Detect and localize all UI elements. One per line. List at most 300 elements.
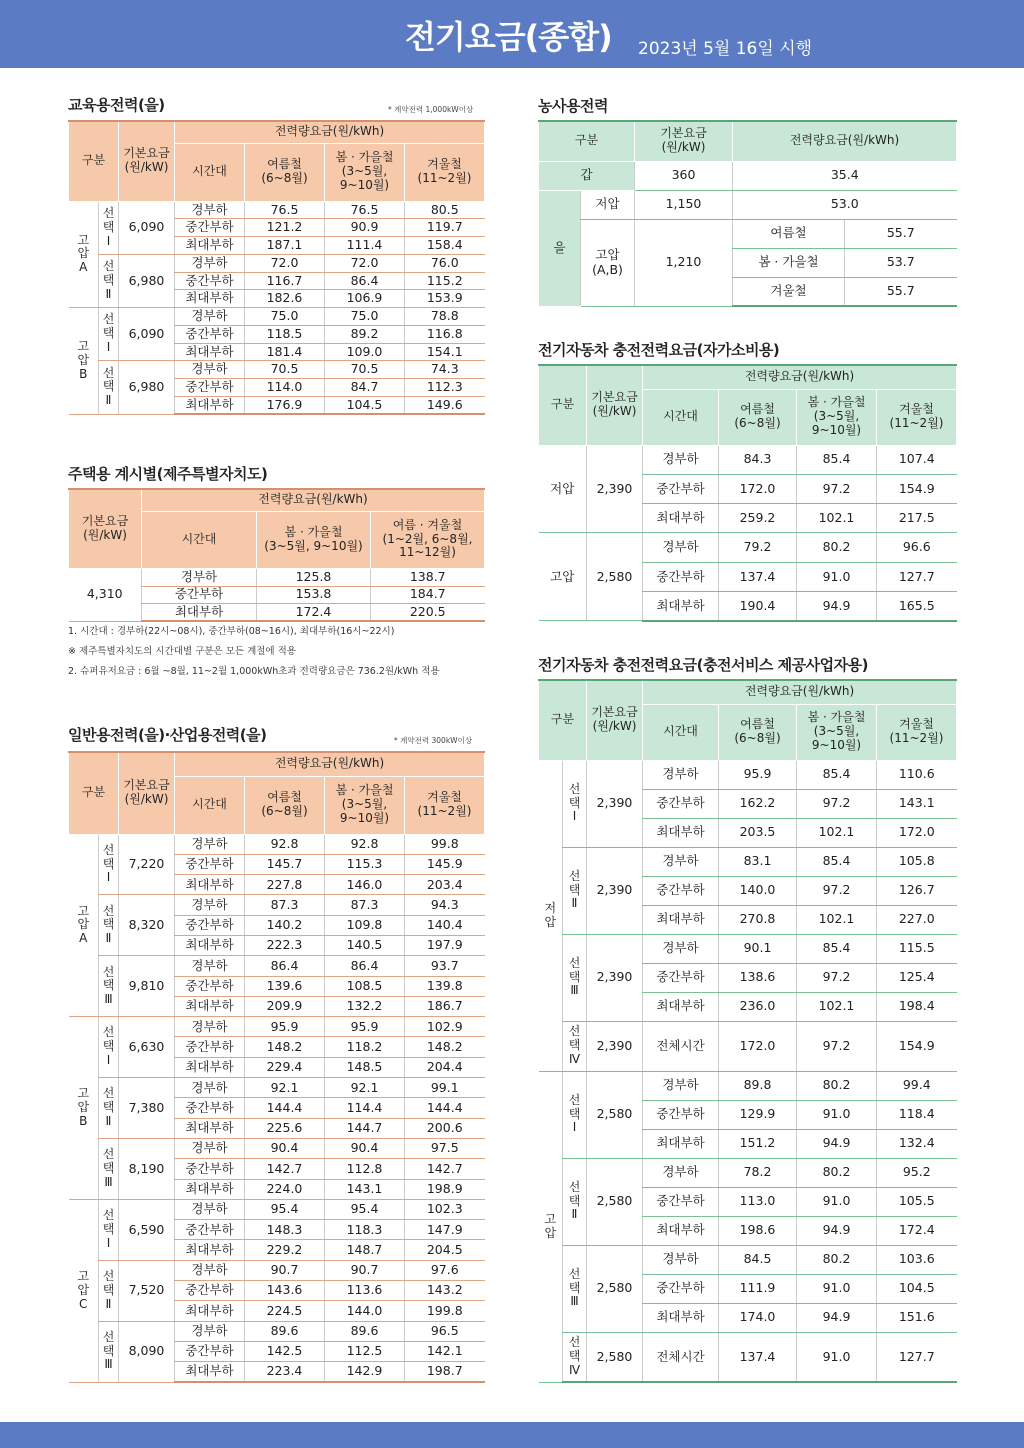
housing-title: 주택용 계시별(제주특별자치도) — [68, 465, 268, 483]
time-cell: 최대부하 — [643, 1129, 719, 1158]
value-cell: 148.7 — [325, 1240, 405, 1260]
base-fee-header — [635, 121, 733, 161]
table-row — [69, 752, 485, 776]
label-line: 선택Ⅳ — [568, 1335, 581, 1377]
time-cell: 중간부하 — [175, 915, 245, 935]
value-cell: 75.0 — [245, 308, 325, 326]
label-line: 겨울철 — [899, 717, 934, 732]
value-cell: 80.2 — [797, 533, 877, 562]
time-cell: 최대부하 — [175, 1240, 245, 1260]
table-row — [539, 1158, 957, 1187]
table-row — [539, 1021, 957, 1071]
base-fee-cell: 6,630 — [119, 1017, 175, 1078]
time-cell: 경부하 — [175, 1199, 245, 1219]
label-line: 선택Ⅲ — [102, 1147, 115, 1189]
value-cell: 95.4 — [245, 1199, 325, 1219]
base-fee-cell: 8,320 — [119, 895, 175, 956]
label-line: (3~5월, — [341, 164, 388, 179]
time-cell: 최대부하 — [643, 1303, 719, 1332]
table-row — [539, 365, 957, 389]
winter-header — [405, 143, 485, 201]
label-line: 선택Ⅲ — [102, 1329, 115, 1372]
label-line: 선택Ⅰ — [102, 1208, 115, 1250]
energy-fee-header: 전력량요금(원/kWh) — [175, 121, 485, 143]
voltage-label: 저압 — [539, 445, 587, 533]
value-cell: 95.9 — [325, 1017, 405, 1037]
value-cell: 148.2 — [405, 1037, 485, 1057]
value-cell: 55.7 — [845, 277, 957, 306]
value-cell: 225.6 — [245, 1118, 325, 1138]
gap-label: 갑 — [539, 161, 635, 190]
time-cell: 최대부하 — [175, 343, 245, 361]
value-cell: 53.7 — [845, 248, 957, 277]
base-fee-cell: 1,150 — [635, 190, 733, 219]
value-cell: 197.9 — [405, 935, 485, 955]
base-fee-cell: 2,580 — [587, 533, 643, 621]
time-cell: 중간부하 — [175, 1341, 245, 1361]
summer-header — [719, 389, 797, 445]
value-cell: 174.0 — [719, 1303, 797, 1332]
value-cell: 89.6 — [325, 1321, 405, 1341]
value-cell: 181.4 — [245, 343, 325, 361]
value-cell: 90.4 — [245, 1138, 325, 1158]
label-line: 9~10월) — [811, 422, 862, 437]
time-cell: 최대부하 — [175, 237, 245, 255]
value-cell: 91.0 — [797, 562, 877, 591]
option-label — [99, 1017, 119, 1078]
value-cell: 80.2 — [797, 1158, 877, 1187]
value-cell: 108.5 — [325, 976, 405, 996]
time-cell: 중간부하 — [175, 1220, 245, 1240]
value-cell: 143.1 — [877, 789, 957, 818]
label-line: 고압A — [77, 232, 90, 275]
voltage-label — [69, 1017, 99, 1200]
value-cell: 198.7 — [405, 1362, 485, 1382]
value-cell: 95.9 — [245, 1017, 325, 1037]
label-line: (3~5월, — [813, 724, 860, 739]
value-cell: 85.4 — [797, 760, 877, 789]
value-cell: 204.4 — [405, 1057, 485, 1077]
high-voltage-label — [581, 219, 635, 306]
value-cell: 132.4 — [877, 1129, 957, 1158]
value-cell: 126.7 — [877, 876, 957, 905]
table-row — [539, 190, 957, 219]
label-line: 여름철 — [740, 717, 775, 732]
value-cell: 140.4 — [405, 915, 485, 935]
table-row — [539, 533, 957, 562]
value-cell: 91.0 — [797, 1332, 877, 1382]
value-cell: 147.9 — [405, 1220, 485, 1240]
time-cell: 중간부하 — [643, 1274, 719, 1303]
time-cell: 최대부하 — [643, 818, 719, 847]
value-cell: 112.3 — [405, 379, 485, 397]
voltage-label: 고압 — [539, 533, 587, 621]
value-cell: 105.8 — [877, 847, 957, 876]
general-note: * 계약전력 300kW이상 — [394, 736, 473, 745]
value-cell: 138.7 — [371, 568, 485, 586]
value-cell: 149.6 — [405, 396, 485, 414]
value-cell: 114.0 — [245, 379, 325, 397]
option-label — [563, 1071, 587, 1158]
value-cell: 217.5 — [877, 504, 957, 533]
label-line: 여름철 — [267, 790, 302, 805]
spring-fall-header — [257, 511, 371, 568]
value-cell: 182.6 — [245, 290, 325, 308]
value-cell: 127.7 — [877, 562, 957, 591]
table-row — [539, 934, 957, 963]
label-line: (11~2월) — [417, 804, 472, 818]
agri-title: 농사용전력 — [538, 97, 608, 115]
time-cell: 최대부하 — [142, 603, 257, 621]
value-cell: 97.2 — [797, 876, 877, 905]
label-line: 겨울철 — [427, 157, 462, 172]
gubun-header: 구분 — [69, 752, 119, 834]
label-line: 겨울철 — [899, 402, 934, 417]
value-cell: 93.7 — [405, 956, 485, 976]
value-cell: 121.2 — [245, 219, 325, 237]
label-line: 기본요금 — [123, 146, 170, 161]
value-cell: 132.2 — [325, 996, 405, 1016]
label-line: 선택Ⅰ — [568, 1092, 581, 1135]
value-cell: 223.4 — [245, 1362, 325, 1382]
note-line: 2. 슈퍼유저요금 : 6월 ~8월, 11~2월 1,000kWh초과 전력량요금은 736.2원/kWh 적용 — [68, 666, 440, 677]
value-cell: 129.9 — [719, 1100, 797, 1129]
value-cell: 107.4 — [877, 445, 957, 474]
value-cell: 204.5 — [405, 1240, 485, 1260]
education-title: 교육용전력(을) — [68, 96, 165, 114]
label-line: 봄 · 가을철 — [335, 150, 394, 165]
value-cell: 222.3 — [245, 935, 325, 955]
value-cell: 113.0 — [719, 1187, 797, 1216]
value-cell: 80.2 — [797, 1071, 877, 1100]
option-label — [99, 254, 119, 307]
value-cell: 90.4 — [325, 1138, 405, 1158]
label-line: (3~5월, — [813, 409, 860, 424]
time-cell: 최대부하 — [175, 1057, 245, 1077]
label-line: 선택Ⅱ — [102, 365, 115, 408]
base-fee-cell: 2,580 — [587, 1245, 643, 1332]
value-cell: 142.1 — [405, 1341, 485, 1361]
table-row — [539, 161, 957, 190]
footer-banner — [0, 1422, 1024, 1448]
label-line: 선택Ⅲ — [568, 955, 581, 998]
ev-service-title: 전기자동차 충전전력요금(충전서비스 제공사업자용) — [538, 656, 868, 674]
value-cell: 102.3 — [405, 1199, 485, 1219]
gubun-header: 구분 — [69, 121, 119, 201]
value-cell: 143.6 — [245, 1281, 325, 1301]
label-line: 선택Ⅱ — [568, 1179, 581, 1222]
value-cell: 153.8 — [257, 586, 371, 603]
value-cell: 142.9 — [325, 1362, 405, 1382]
value-cell: 112.5 — [325, 1341, 405, 1361]
value-cell: 190.4 — [719, 591, 797, 620]
label-line: 고압 — [595, 247, 620, 263]
value-cell: 113.6 — [325, 1281, 405, 1301]
value-cell: 143.1 — [325, 1179, 405, 1199]
time-cell: 중간부하 — [175, 325, 245, 343]
value-cell: 97.6 — [405, 1260, 485, 1280]
spring-fall-header — [325, 143, 405, 201]
label-line: (3~5월, — [341, 797, 388, 812]
time-cell: 경부하 — [643, 1071, 719, 1100]
label-line: (원/kW) — [592, 404, 637, 419]
value-cell: 118.2 — [325, 1037, 405, 1057]
general-table — [68, 751, 485, 1383]
label-line: 고압A — [77, 903, 90, 946]
winter-header — [877, 389, 957, 445]
spring-fall-header — [797, 704, 877, 760]
value-cell: 172.0 — [719, 1021, 797, 1071]
agri-table — [538, 120, 957, 307]
spring-fall-header — [325, 776, 405, 834]
voltage-label — [539, 1071, 563, 1382]
label-line: 9~10월) — [339, 177, 390, 192]
value-cell: 55.7 — [845, 219, 957, 248]
label-line: 고압B — [77, 339, 90, 381]
time-cell: 중간부하 — [643, 1100, 719, 1129]
time-cell: 경부하 — [643, 760, 719, 789]
winter-header — [877, 704, 957, 760]
value-cell: 144.4 — [245, 1098, 325, 1118]
value-cell: 97.2 — [797, 963, 877, 992]
label-line: 기본요금 — [81, 513, 129, 528]
ev-self-table — [538, 364, 957, 622]
table-row — [69, 1260, 485, 1280]
value-cell: 87.3 — [245, 895, 325, 915]
value-cell: 142.7 — [405, 1159, 485, 1179]
value-cell: 79.2 — [719, 533, 797, 562]
table-row — [69, 895, 485, 915]
value-cell: 72.0 — [245, 254, 325, 272]
time-cell: 경부하 — [175, 308, 245, 326]
time-cell: 중간부하 — [643, 963, 719, 992]
value-cell: 125.8 — [257, 568, 371, 586]
option-label — [563, 760, 587, 847]
energy-fee-header: 전력량요금(원/kWh) — [643, 365, 957, 389]
summer-winter-header — [371, 511, 485, 568]
label-line: 여름철 — [740, 402, 775, 417]
value-cell: 151.6 — [877, 1303, 957, 1332]
season-cell: 봄 · 가을철 — [733, 248, 845, 277]
label-line: 선택Ⅰ — [102, 312, 115, 355]
base-fee-cell: 6,980 — [119, 361, 175, 414]
base-fee-cell: 6,590 — [119, 1199, 175, 1260]
value-cell: 112.8 — [325, 1159, 405, 1179]
label-line: 봄 · 가을철 — [807, 395, 866, 410]
time-cell: 경부하 — [175, 1260, 245, 1280]
value-cell: 224.0 — [245, 1179, 325, 1199]
gubun-header: 구분 — [539, 121, 635, 161]
value-cell: 111.9 — [719, 1274, 797, 1303]
value-cell: 270.8 — [719, 905, 797, 934]
base-fee-cell: 9,810 — [119, 956, 175, 1017]
value-cell: 229.2 — [245, 1240, 325, 1260]
value-cell: 236.0 — [719, 992, 797, 1021]
energy-fee-header: 전력량요금(원/kWh) — [643, 680, 957, 704]
value-cell: 109.8 — [325, 915, 405, 935]
value-cell: 84.7 — [325, 379, 405, 397]
time-cell: 중간부하 — [643, 562, 719, 591]
base-fee-cell: 2,580 — [587, 1071, 643, 1158]
label-line: 선택Ⅰ — [102, 842, 115, 885]
value-cell: 115.5 — [877, 934, 957, 963]
time-cell: 경부하 — [175, 1078, 245, 1098]
option-label — [99, 895, 119, 956]
value-cell: 200.6 — [405, 1118, 485, 1138]
label-line: 선택Ⅱ — [568, 868, 581, 911]
value-cell: 127.7 — [877, 1332, 957, 1382]
value-cell: 143.2 — [405, 1281, 485, 1301]
value-cell: 97.2 — [797, 789, 877, 818]
table-row — [69, 956, 485, 976]
base-fee-cell: 2,390 — [587, 1021, 643, 1071]
value-cell: 97.2 — [797, 1021, 877, 1071]
time-cell: 중간부하 — [175, 379, 245, 397]
table-row — [539, 680, 957, 704]
time-cell: 최대부하 — [643, 905, 719, 934]
value-cell: 153.9 — [405, 290, 485, 308]
base-fee-cell: 2,390 — [587, 760, 643, 847]
value-cell: 86.4 — [325, 272, 405, 290]
value-cell: 80.5 — [405, 201, 485, 219]
time-cell: 중간부하 — [175, 272, 245, 290]
value-cell: 94.9 — [797, 1216, 877, 1245]
time-cell: 최대부하 — [175, 875, 245, 895]
value-cell: 227.8 — [245, 875, 325, 895]
gubun-header: 구분 — [539, 365, 587, 445]
table-row — [539, 760, 957, 789]
time-zone-header: 시간대 — [175, 143, 245, 201]
value-cell: 203.4 — [405, 875, 485, 895]
label-line: 고압B — [77, 1086, 90, 1128]
value-cell: 148.5 — [325, 1057, 405, 1077]
value-cell: 91.0 — [797, 1187, 877, 1216]
base-fee-cell: 6,090 — [119, 201, 175, 254]
table-row — [539, 219, 957, 248]
time-cell: 중간부하 — [175, 854, 245, 874]
option-label — [563, 934, 587, 1021]
label-line: (11~2월) — [417, 171, 472, 185]
summer-header — [245, 776, 325, 834]
time-cell: 경부하 — [175, 201, 245, 219]
time-cell: 경부하 — [175, 895, 245, 915]
value-cell: 97.5 — [405, 1138, 485, 1158]
base-fee-cell: 8,090 — [119, 1321, 175, 1382]
time-cell: 최대부하 — [175, 290, 245, 308]
value-cell: 103.6 — [877, 1245, 957, 1274]
value-cell: 118.5 — [245, 325, 325, 343]
summer-header — [719, 704, 797, 760]
time-cell: 전체시간 — [643, 1332, 719, 1382]
table-row — [539, 1332, 957, 1382]
label-line: (11~2월) — [889, 416, 944, 430]
value-cell: 99.4 — [877, 1071, 957, 1100]
value-cell: 104.5 — [325, 396, 405, 414]
general-title: 일반용전력(을)·산업용전력(을) — [68, 726, 267, 744]
time-cell: 경부하 — [175, 254, 245, 272]
value-cell: 198.9 — [405, 1179, 485, 1199]
time-cell: 경부하 — [175, 1138, 245, 1158]
base-fee-cell: 6,090 — [119, 308, 175, 361]
value-cell: 158.4 — [405, 237, 485, 255]
option-label — [563, 1245, 587, 1332]
value-cell: 96.6 — [877, 533, 957, 562]
ev-self-title: 전기자동차 충전전력요금(자가소비용) — [538, 341, 780, 359]
value-cell: 75.0 — [325, 308, 405, 326]
base-fee-cell: 7,520 — [119, 1260, 175, 1321]
base-fee-cell: 2,580 — [587, 1332, 643, 1382]
label-line: (6~8월) — [261, 171, 308, 185]
time-cell: 최대부하 — [175, 935, 245, 955]
education-note: * 계약전력 1,000kW이상 — [388, 105, 474, 114]
value-cell: 74.3 — [405, 361, 485, 379]
time-cell: 경부하 — [175, 834, 245, 854]
value-cell: 94.9 — [797, 1129, 877, 1158]
value-cell: 142.5 — [245, 1341, 325, 1361]
value-cell: 154.1 — [405, 343, 485, 361]
base-fee-header — [587, 680, 643, 760]
label-line: (6~8월) — [734, 416, 781, 430]
value-cell: 198.6 — [719, 1216, 797, 1245]
base-fee-header — [587, 365, 643, 445]
value-cell: 89.6 — [245, 1321, 325, 1341]
value-cell: 154.9 — [877, 1021, 957, 1071]
time-cell: 최대부하 — [175, 996, 245, 1016]
value-cell: 106.9 — [325, 290, 405, 308]
value-cell: 85.4 — [797, 934, 877, 963]
value-cell: 229.4 — [245, 1057, 325, 1077]
time-cell: 중간부하 — [643, 474, 719, 503]
label-line: 선택Ⅱ — [102, 1268, 115, 1311]
value-cell: 86.4 — [245, 956, 325, 976]
housing-notes — [68, 622, 440, 682]
table-row — [539, 445, 957, 474]
winter-header — [405, 776, 485, 834]
table-row — [539, 847, 957, 876]
label-line: (6~8월) — [734, 731, 781, 745]
table-row — [69, 361, 485, 379]
time-cell: 최대부하 — [175, 1118, 245, 1138]
option-label — [99, 1321, 119, 1382]
label-line: (원/kW) — [592, 719, 637, 734]
value-cell: 70.5 — [245, 361, 325, 379]
value-cell: 119.7 — [405, 219, 485, 237]
table-row — [69, 308, 485, 326]
option-label — [99, 834, 119, 895]
time-cell: 최대부하 — [643, 591, 719, 620]
voltage-label — [69, 834, 99, 1017]
table-row — [69, 121, 485, 143]
label-line: 선택Ⅱ — [102, 903, 115, 946]
value-cell: 72.0 — [325, 254, 405, 272]
time-cell: 경부하 — [175, 1017, 245, 1037]
energy-fee-header: 전력량요금(원/kWh) — [733, 121, 957, 161]
value-cell: 118.3 — [325, 1220, 405, 1240]
label-line: (원/kW) — [83, 527, 127, 542]
value-cell: 139.8 — [405, 976, 485, 996]
option-label — [99, 1078, 119, 1139]
base-fee-cell: 4,310 — [69, 568, 142, 621]
time-cell: 중간부하 — [643, 876, 719, 905]
option-label — [563, 1021, 587, 1071]
value-cell: 176.9 — [245, 396, 325, 414]
option-label — [563, 847, 587, 934]
base-fee-cell: 2,390 — [587, 445, 643, 533]
value-cell: 95.2 — [877, 1158, 957, 1187]
value-cell: 118.4 — [877, 1100, 957, 1129]
value-cell: 186.7 — [405, 996, 485, 1016]
value-cell: 142.7 — [245, 1159, 325, 1179]
